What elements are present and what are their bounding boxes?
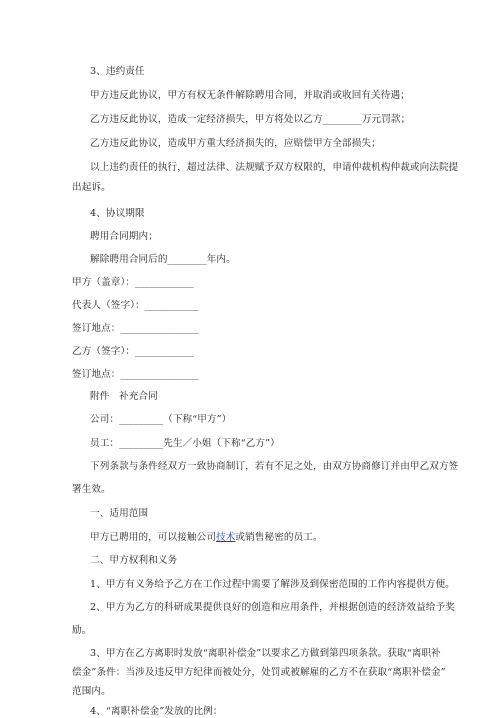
paragraph-line: 励。 [72,625,92,636]
paragraph-line: 员工：_________先生／小姐（下称“乙方”） [90,438,280,449]
paragraph-line: 甲方违反此协议，甲方有权无条件解除聘用合同，并取消或收回有关待遇； [90,90,410,101]
paragraph-line-with-link [90,532,323,544]
signature-location: 签订地点：________________ [72,323,199,334]
paragraph-text: 或销售秘密的员工。 [235,532,323,543]
signature-party-b: 乙方（签字）：____________ [72,346,194,357]
paragraph-line: 下列条款与条件经双方一致协商制订，若有不足之处，由双方协商修订并由甲乙双方签 [90,461,459,472]
signature-representative: 代表人（签字）：___________ [72,300,199,311]
paragraph-line: 偿金”条件：当涉及违反甲方纪律而被处分，处罚或被解雇的乙方不在获取“离职补偿金” [72,667,446,678]
section-heading-breach: 3、违约责任 [90,66,145,77]
paragraph-line: 范围内。 [72,686,111,697]
paragraph-line: 乙方违反此协议，造成一定经济损失，甲方将处以乙方________万元罚款； [90,114,411,125]
paragraph-line: 以上违约责任的执行，超过法律、法规赋予双方权限的，申请仲裁机构仲裁或向法院提 [90,162,459,173]
paragraph-line: 聘用合同期内； [90,231,158,242]
paragraph-line: 乙方违反此协议，造成甲方重大经济损失的，应赔偿甲方全部损失； [90,138,381,149]
paragraph-line: 解除聘用合同后的________年内。 [90,254,236,265]
technology-link[interactable]: 技术 [216,532,236,543]
signature-party-a: 甲方（盖章）：____________ [72,277,194,288]
paragraph-text: 甲方已聘用的，可以接触公司 [90,532,217,543]
signature-location: 签订地点：________________ [72,369,199,380]
paragraph-line: 出起诉。 [72,182,111,193]
paragraph-line: 4、“离职补偿金”发放的比例： [90,706,223,717]
section-heading-rights: 二、甲方权利和义务 [90,555,178,566]
paragraph-line: 公司：_________（下称“甲方”） [90,414,232,425]
section-heading-term: 4、协议期限 [90,208,145,219]
appendix-title: 附件 补充合同 [90,391,158,402]
paragraph-line: 署生效。 [72,484,111,495]
paragraph-line: 1、甲方有义务给予乙方在工作过程中需要了解涉及到保密范围的工作内容提供方便。 [90,579,455,590]
paragraph-line: 2、甲方为乙方的科研成果提供良好的创造和应用条件，并根据创造的经济效益给予奖 [90,602,455,613]
section-heading-scope: 一、适用范围 [90,508,149,519]
paragraph-line: 3、甲方在乙方离职时发放“离职补偿金”以要求乙方做到第四项条款。获取“离职补 [90,648,441,659]
